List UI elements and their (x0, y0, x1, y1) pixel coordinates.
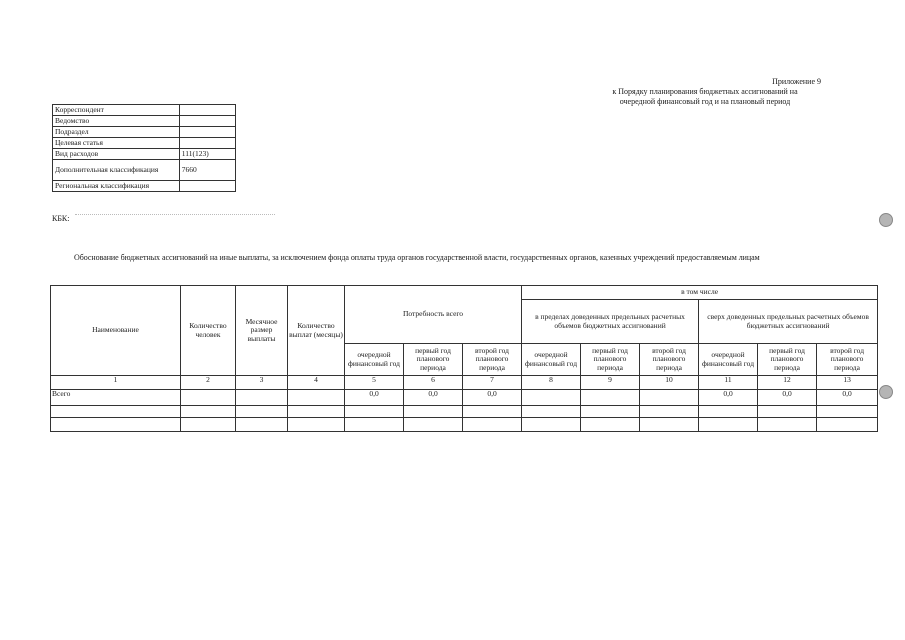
meta-value (179, 127, 235, 138)
empty-row (51, 418, 878, 432)
column-number: 11 (699, 376, 758, 390)
empty-cell (404, 406, 463, 418)
meta-label: Региональная классификация (53, 181, 180, 192)
empty-cell (817, 406, 878, 418)
meta-label: Дополнительная классификация (53, 160, 180, 181)
header-year-1: первый год планового периода (404, 344, 463, 376)
meta-value (179, 105, 235, 116)
header-row (51, 286, 878, 300)
empty-cell (463, 406, 522, 418)
total-cell (181, 390, 236, 406)
total-cell (581, 390, 640, 406)
empty-cell (522, 418, 581, 432)
kbk-fill-line (75, 214, 275, 219)
header-year-2: второй год планового периода (817, 344, 878, 376)
total-cell: 0,0 (345, 390, 404, 406)
column-number: 1 (51, 376, 181, 390)
meta-label: Подраздел (53, 127, 180, 138)
total-cell (640, 390, 699, 406)
meta-label: Целевая статья (53, 138, 180, 149)
meta-label: Вид расходов (53, 149, 180, 160)
column-number: 4 (288, 376, 345, 390)
empty-cell (288, 406, 345, 418)
empty-cell (236, 406, 288, 418)
meta-row (53, 127, 236, 138)
meta-row (53, 138, 236, 149)
empty-cell (181, 406, 236, 418)
meta-row (53, 160, 236, 181)
justification-table (50, 285, 878, 432)
empty-cell (345, 406, 404, 418)
empty-cell (51, 406, 181, 418)
header-people: Количество человек (181, 286, 236, 376)
meta-row (53, 181, 236, 192)
header-year-0: очередной финансовый год (345, 344, 404, 376)
total-row (51, 390, 878, 406)
meta-value (179, 116, 235, 127)
appendix-title: Приложение 9 (772, 77, 821, 86)
header-within-limits: в пределах доведенных предельных расчетных объемов бюджетных ассигнований (522, 300, 699, 344)
total-cell: 0,0 (699, 390, 758, 406)
header-year-0: очередной финансовый год (699, 344, 758, 376)
empty-cell (640, 418, 699, 432)
appendix-header (545, 77, 865, 107)
header-above-limits: сверх доведенных предельных расчетных объемов бюджетных ассигнований (699, 300, 878, 344)
header-total: Потребность всего (345, 286, 522, 344)
column-number: 13 (817, 376, 878, 390)
empty-cell (581, 418, 640, 432)
kbk-label: КБК: (52, 214, 70, 223)
total-cell: 0,0 (817, 390, 878, 406)
meta-value: 7660 (179, 160, 235, 181)
column-number: 8 (522, 376, 581, 390)
header-year-0: очередной финансовый год (522, 344, 581, 376)
empty-cell (640, 406, 699, 418)
column-number: 9 (581, 376, 640, 390)
total-cell (236, 390, 288, 406)
meta-row (53, 105, 236, 116)
empty-cell (758, 406, 817, 418)
empty-cell (404, 418, 463, 432)
column-number: 7 (463, 376, 522, 390)
header-monthly: Месячное размер выплаты (236, 286, 288, 376)
header-year-2: второй год планового периода (640, 344, 699, 376)
column-number: 12 (758, 376, 817, 390)
meta-label: Корреспондент (53, 105, 180, 116)
empty-cell (345, 418, 404, 432)
meta-label: Ведомство (53, 116, 180, 127)
meta-row (53, 149, 236, 160)
empty-cell (463, 418, 522, 432)
binder-hole-bottom (879, 385, 893, 399)
empty-cell (236, 418, 288, 432)
column-number: 2 (181, 376, 236, 390)
column-number: 10 (640, 376, 699, 390)
appendix-subtitle-2: очередной финансовый год и на плановый период (619, 97, 791, 106)
meta-value (179, 138, 235, 149)
empty-cell (181, 418, 236, 432)
header-year-2: второй год планового периода (463, 344, 522, 376)
appendix-subtitle-1: к Порядку планирования бюджетных ассигнований на (612, 87, 798, 96)
binder-hole-top (879, 213, 893, 227)
classification-table (52, 104, 236, 192)
meta-value: 111(123) (179, 149, 235, 160)
header-year-1: первый год планового периода (581, 344, 640, 376)
total-label: Всего (51, 390, 181, 406)
empty-cell (699, 418, 758, 432)
header-year-1: первый год планового периода (758, 344, 817, 376)
empty-cell (51, 418, 181, 432)
column-number: 5 (345, 376, 404, 390)
column-number: 6 (404, 376, 463, 390)
empty-row (51, 406, 878, 418)
column-number-row (51, 376, 878, 390)
empty-cell (522, 406, 581, 418)
meta-row (53, 116, 236, 127)
total-cell (288, 390, 345, 406)
meta-value (179, 181, 235, 192)
total-cell (522, 390, 581, 406)
total-cell: 0,0 (758, 390, 817, 406)
empty-cell (699, 406, 758, 418)
header-including: в том числе (522, 286, 878, 300)
total-cell: 0,0 (404, 390, 463, 406)
column-number: 3 (236, 376, 288, 390)
document-heading: Обоснование бюджетных ассигнований на иные выплаты, за исключением фонда оплаты труда органов государственной власти, государственных органов, казенных учреждений предоставляемым лицам (74, 253, 760, 262)
total-cell: 0,0 (463, 390, 522, 406)
header-name: Наименование (51, 286, 181, 376)
empty-cell (581, 406, 640, 418)
empty-cell (288, 418, 345, 432)
empty-cell (758, 418, 817, 432)
empty-cell (817, 418, 878, 432)
header-payments: Количество выплат (месяцы) (288, 286, 345, 376)
